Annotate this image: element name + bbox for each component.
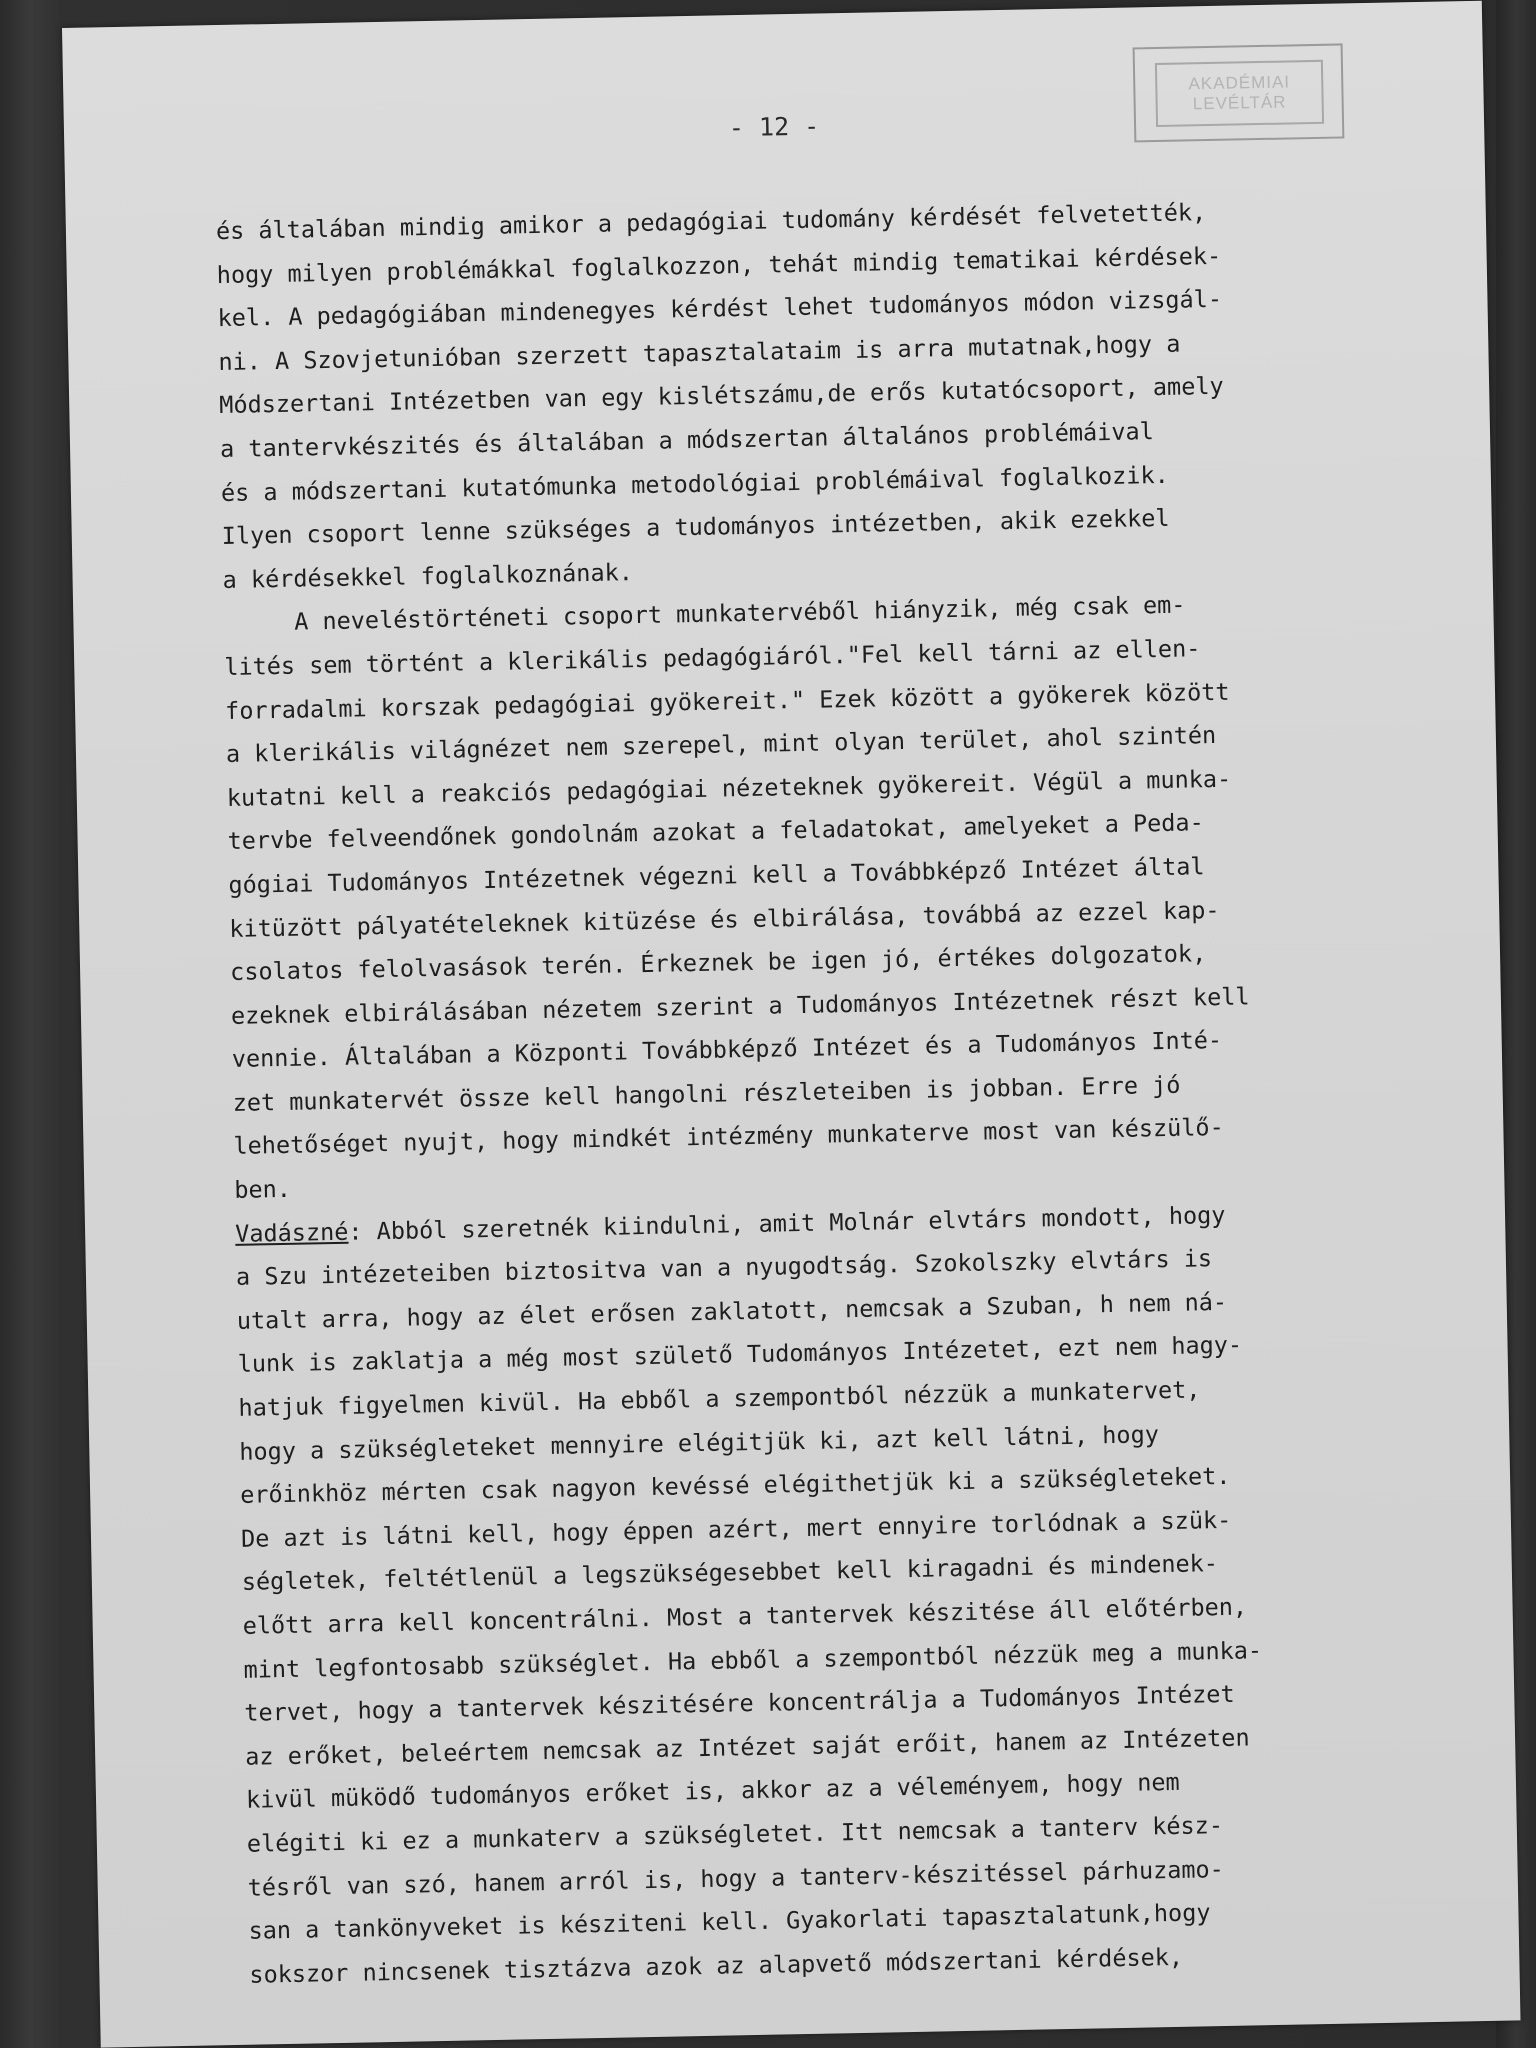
text-line-content: az erőket, beleértem nemcsak az Intézet saját erőit, hanem az Intézeten [244,1723,1250,1771]
text-line-content: ni. A Szovjetunióban szerzett tapasztalataim is arra mutatnak,hogy a [218,329,1181,376]
text-line-content: kivül müködő tudományos erőket is, akkor az a véleményem, hogy nem [245,1768,1180,1815]
text-line-content: forradalmi korszak pedagógiai gyökereit." Ezek között a gyökerek között [224,677,1230,725]
text-line-content: Módszertani Intézetben van egy kislétszámu,de erős kutatócsoport, amely [219,372,1224,420]
text-line-content: csolatos felolvasások terén. Érkeznek be igen jó, értékes dolgozatok, [229,939,1207,987]
text-line-content: a klerikális világnézet nem szerepel, mint olyan terület, ahol szintén [225,721,1217,769]
text-line-content: a tantervkészités és általában a módszertan általános problémáival [219,417,1154,464]
text-line-content: sokszor nincsenek tisztázva azok az alapvető módszertani kérdések, [249,1942,1184,1989]
text-line-content: vennie. Általában a Központi Továbbképző Intézet és a Tudományos Inté- [231,1026,1223,1074]
text-line-content: mint legfontosabb szükséglet. Ha ebből a szempontból nézzük meg a munka- [243,1635,1263,1684]
document-page [62,1,1521,2048]
text-line-content: erőinkhöz mérten csak nagyon kevéssé elégithetjük ki a szükségleteket. [239,1462,1231,1510]
text-line-content: előtt arra kell koncentrálni. Most a tantervek készitése áll előtérben, [242,1592,1248,1640]
text-line-content: hogy a szükségleteket mennyire elégitjük ki, azt kell látni, hogy [239,1419,1160,1466]
text-line-content: De azt is látni kell, hogy éppen azért, mert ennyire torlódnak a szük- [240,1505,1232,1553]
page-number: - 12 - [728,111,820,143]
text-line-content: és általában mindig amikor a pedagógiai tudomány kérdését felvetették, [215,198,1207,246]
stamp-line-2: LEVÉLTÁR [1192,92,1287,114]
text-line-content: Ilyen csoport lenne szükséges a tudományos intézetben, akik ezekkel [221,503,1170,551]
text-line-content: kel. A pedagógiában mindenegyes kérdést lehet tudományos módon vizsgál- [217,284,1223,333]
text-line-content: ben. [234,1174,292,1204]
text-line-content: A neveléstörténeti csoport munkatervéből hiányzik, még csak em- [223,590,1186,638]
speaker-name: Vadászné [234,1217,349,1248]
text-line-content: a kérdésekkel foglalkoznának. [222,557,634,594]
text-line-content: : Abból szeretnék kiindulni, amit Molnár elvtárs mondott, hogy [348,1200,1226,1246]
text-line-content: kutatni kell a reakciós pedagógiai nézeteknek gyökereit. Végül a munka- [226,764,1232,812]
text-line-content: ezeknek elbirálásában nézetem szerint a Tudományos Intézetnek részt kell [230,982,1250,1030]
text-line-content: utalt arra, hogy az élet erősen zaklatott, nemcsak a Szuban, h nem ná- [236,1287,1228,1335]
text-line-content: san a tankönyveket is késziteni kell. Gyakorlati tapasztalatunk,hogy [248,1898,1211,1945]
text-line-content: lunk is zaklatja a még most születő Tudományos Intézetet, ezt nem hagy- [237,1331,1243,1379]
text-line-content: ségletek, feltétlenül a legszükségesebbet kell kiragadni és mindenek- [241,1549,1219,1597]
document-body [216,186,1510,1997]
text-line-content: kitüzött pályatételeknek kitüzése és elbirálása, továbbá az ezzel kap- [229,895,1220,943]
text-line-content: elégiti ki ez a munkaterv a szükségletet. Itt nemcsak a tanterv kész- [246,1811,1224,1858]
text-line-content: zet munkatervét össze kell hangolni részleteiben is jobban. Erre jó [232,1070,1181,1117]
text-line-content: gógiai Tudományos Intézetnek végezni kell a Továbbképző Intézet által [228,852,1205,899]
text-line-content: hogy milyen problémákkal foglalkozzon, tehát mindig tematikai kérdések- [216,241,1222,289]
text-line-content: hatjuk figyelmen kivül. Ha ebből a szempontból nézzük a munkatervet, [238,1375,1201,1422]
stamp-line-1: AKADÉMIAI [1188,72,1291,94]
text-line-content: tervbe felveendőnek gondolnám azokat a feladatokat, amelyeket a Peda- [227,808,1204,856]
text-line-content: a Szu intézeteiben biztositva van a nyugodtság. Szokolszky elvtárs is [235,1244,1213,1292]
text-line-content: tervet, hogy a tantervek készitésére koncentrálja a Tudományos Intézet [244,1679,1235,1727]
text-line-content: tésről van szó, hanem arról is, hogy a tanterv-készitéssel párhuzamo- [247,1854,1225,1902]
text-line-content: lehetőséget nyujt, hogy mindkét intézmény munkaterve most van készülő- [233,1113,1224,1161]
text-line-content: és a módszertani kutatómunka metodológiai problémáival foglalkozik. [220,460,1169,507]
text-line-content: lités sem történt a klerikális pedagógiáról."Fel kell tárni az ellen- [224,634,1201,681]
